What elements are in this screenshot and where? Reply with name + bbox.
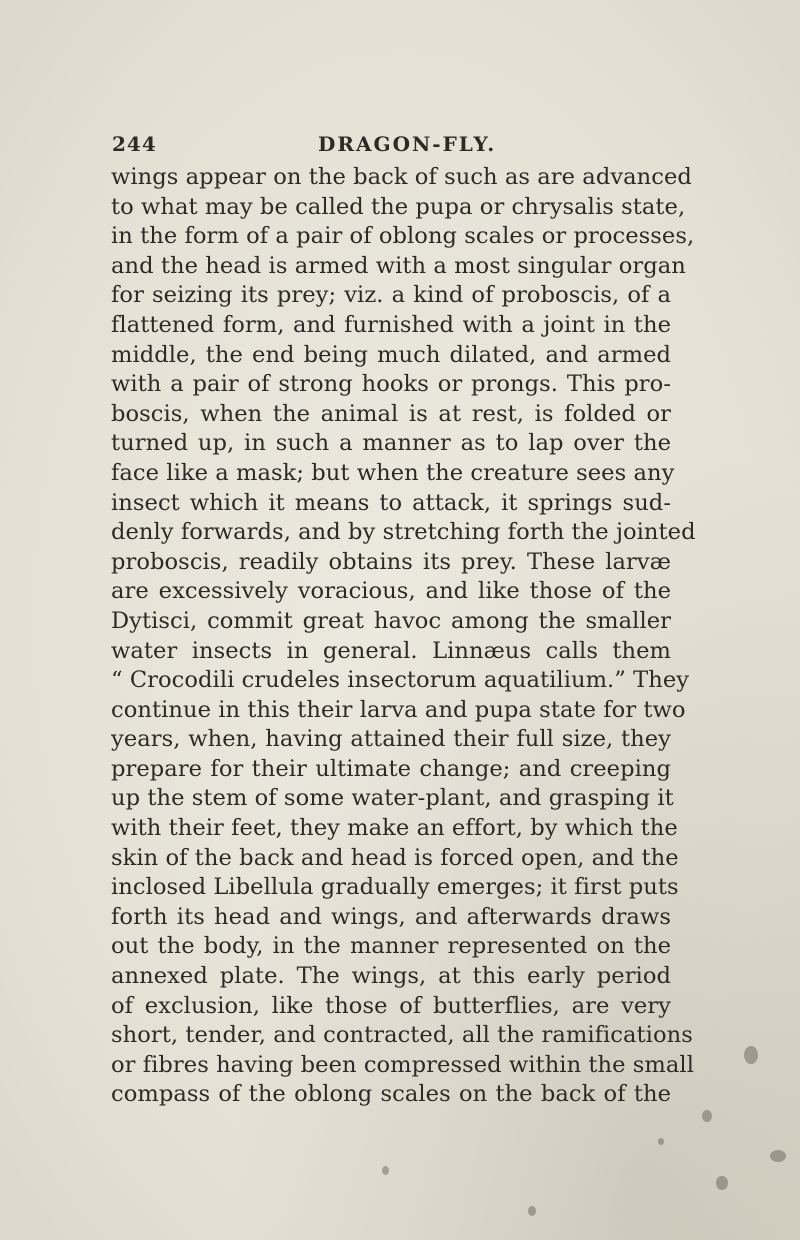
text-line: proboscis, readily obtains its prey. These larvæ (111, 548, 671, 575)
text-line: compass of the oblong scales on the back of the (111, 1081, 671, 1108)
text-line: boscis, when the animal is at rest, is folded or (111, 400, 671, 427)
text-line: annexed plate. The wings, at this early period (111, 963, 671, 990)
text-line: wings appear on the back of such as are advanced (111, 164, 692, 190)
text-line: are excessively voracious, and like those of the (111, 578, 671, 605)
paper-speck (770, 1150, 786, 1162)
text-line: skin of the back and head is forced open, and the (111, 844, 679, 871)
text-line: turned up, in such a manner as to lap over the (111, 430, 671, 457)
paper-speck (716, 1176, 728, 1190)
text-line: flattened form, and furnished with a joint in the (111, 311, 671, 338)
text-line: up the stem of some water-plant, and grasping it (111, 785, 674, 812)
text-line: prepare for their ultimate change; and creeping (111, 755, 671, 782)
paper-speck (702, 1110, 712, 1122)
text-line: in the form of a pair of oblong scales or processes, (111, 223, 695, 250)
text-line: and the head is armed with a most singular organ (111, 252, 686, 279)
page-number: 244 (112, 132, 157, 156)
body-text (111, 163, 696, 1110)
text-line: inclosed Libellula gradually emerges; it first puts (111, 874, 679, 901)
text-line: of exclusion, like those of butterflies, are very (111, 992, 671, 1019)
text-line: short, tender, and contracted, all the ramifications (111, 1022, 693, 1049)
paper-speck (658, 1138, 664, 1145)
text-line: forth its head and wings, and afterwards draws (111, 903, 671, 930)
text-line: years, when, having attained their full size, they (111, 726, 671, 753)
text-line: middle, the end being much dilated, and armed (111, 341, 671, 368)
text-line: Dytisci, commit great havoc among the smaller (111, 607, 671, 634)
running-title: DRAGON-FLY. (318, 132, 497, 156)
running-head (112, 132, 672, 162)
text-line: insect which it means to attack, it springs sud- (111, 489, 671, 516)
text-line: denly forwards, and by stretching forth the jointed (111, 519, 696, 546)
text-line: with their feet, they make an effort, by which the (111, 815, 678, 842)
paper-speck (528, 1206, 536, 1216)
text-line: or fibres having been compressed within the small (111, 1051, 694, 1078)
text-line: with a pair of strong hooks or prongs. This pro- (111, 371, 671, 398)
text-line: out the body, in the manner represented on the (111, 933, 671, 960)
paper-speck (744, 1046, 758, 1064)
text-line: face like a mask; but when the creature sees any (111, 459, 675, 486)
text-line: continue in this their larva and pupa state for two (111, 696, 686, 723)
text-line: to what may be called the pupa or chrysalis state, (111, 193, 686, 220)
text-line: water insects in general. Linnæus calls them (111, 637, 671, 664)
text-line: “ Crocodili crudeles insectorum aquatilium.” They (111, 667, 690, 694)
paper-speck (382, 1166, 389, 1175)
text-line: for seizing its prey; viz. a kind of proboscis, of a (111, 282, 671, 309)
